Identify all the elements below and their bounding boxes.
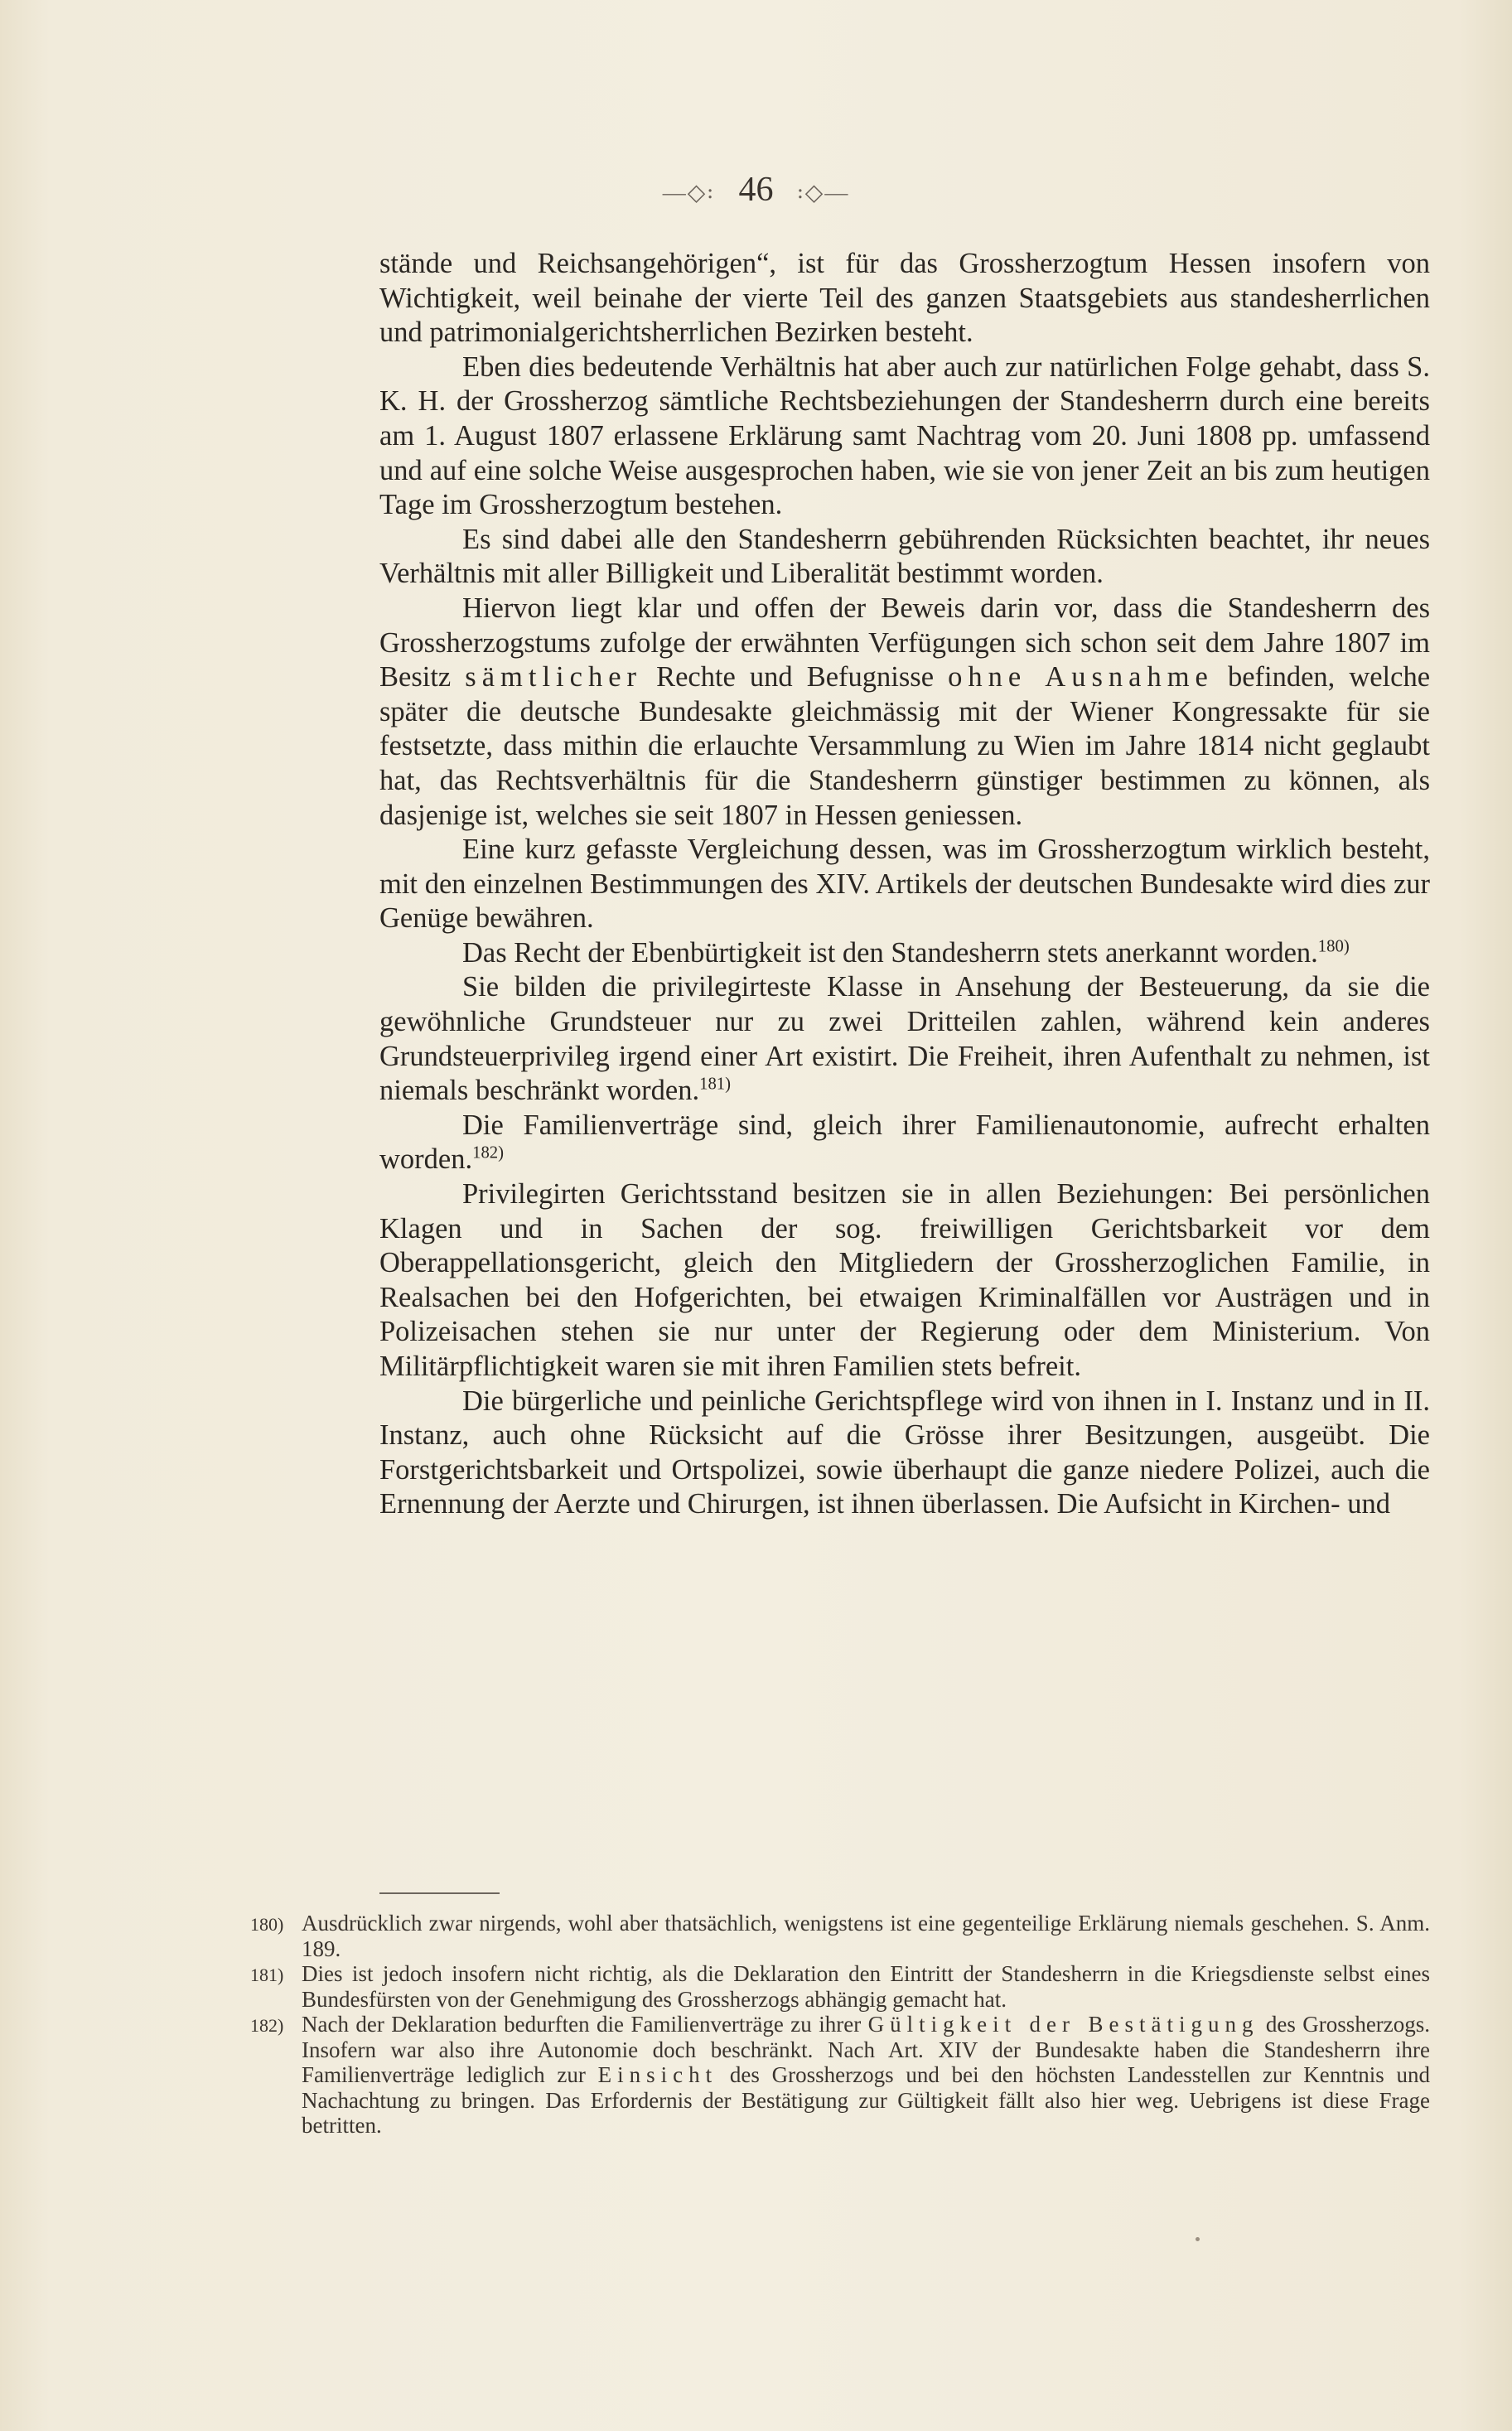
footnotes: [250, 1911, 1430, 2139]
footnote-182-text-b: des Grossherzogs. Insofern war also ihre Autonomie doch beschränkt. Nach Art. XIV der Bundesakte haben die Standesherrn ihre Familienverträge lediglich zur: [302, 2012, 1431, 2087]
footnote-mark: 180): [250, 1914, 284, 1935]
footnote-ref-180: 180): [1317, 937, 1350, 956]
footnote-text: Dies ist jedoch insofern nicht richtig, als die Deklaration den Eintritt der Standesherrn in die Kriegsdienste selbst eines Bundesfürsten von der Genehmigung des Grossherzogs abhängig gemacht hat.: [302, 1961, 1430, 2012]
paragraph-7: [379, 970, 1430, 1108]
paragraph-10: Die bürgerliche und peinliche Gerichtspflege wird von ihnen in I. Instanz und in II. Instanz, auch ohne Rücksicht auf die Grösse ihrer Besitzungen, ausgeübt. Die Forstgerichtsbarkeit und Ortspolizei, sowie überhaupt die ganze niedere Polizei, auch die Ernennung der Aerzte und Chirurgen, ist ihnen überlassen. Die Aufsicht in Kirchen- und: [379, 1385, 1430, 1520]
header-ornament-left: —◇꞉: [662, 180, 715, 206]
footnote-separator: [379, 1892, 500, 1894]
paragraph-7-text: Sie bilden die privilegirteste Klasse in Ansehung der Besteuerung, da sie die gewöhnliche Grundsteuer nur zu zwei Dritteilen zahlen, während kein anderes Grundsteuerprivileg irgend einer Art existirt. Die Freiheit, ihren Aufenthalt zu nehmen, ist niemals beschränkt worden.: [379, 971, 1430, 1107]
paragraph-4-text-b: Rechte und Befugnisse: [656, 661, 935, 694]
footnote-text: [302, 2012, 1430, 2139]
paragraph-5: Eine kurz gefasste Vergleichung dessen, was im Grossherzogtum wirklich besteht, mit den einzelnen Bestimmungen des XIV. Artikels der deutschen Bundesakte wird dies zur Genüge bewähren.: [379, 834, 1430, 935]
header-ornament-right: ꞉◇—: [797, 180, 850, 206]
emphasis-einsicht: Einsicht: [597, 2062, 718, 2087]
paragraph-6: [379, 936, 1430, 971]
paragraph-4-text-a: Hiervon liegt klar und offen der Beweis darin vor, dass die Standesherrn des Grossherzogstums zufolge der erwähnten Verfügungen sich schon seit dem Jahre 1807 im Besitz: [379, 592, 1430, 694]
paragraph-1: stände und Reichsangehörigen“, ist für das Grossherzogtum Hessen insofern von Wichtigkeit, weil beinahe der vierte Teil des ganzen Staatsgebiets aus standesherrlichen und patrimonialgerichtsherrlichen Bezirken besteht.: [379, 248, 1430, 349]
emphasis-gueltigkeit: Gültigkeit der Bestätigung: [867, 2012, 1259, 2037]
footnote-182-text-a: Nach der Deklaration bedurften die Familienverträge zu ihrer: [302, 2012, 862, 2037]
footnote-mark: 181): [250, 1965, 284, 1985]
page-header: [0, 170, 1512, 210]
emphasis-ohne-ausnahme: ohne Ausnahme: [948, 661, 1214, 694]
emphasis-saemtlicher: sämtlicher: [465, 661, 642, 694]
paragraph-2: Eben dies bedeutende Verhältnis hat aber auch zur natürlichen Folge gehabt, dass S. K. H. der Grossherzog sämtliche Rechtsbeziehungen der Standesherrn durch eine bereits am 1. August 1807 erlassene Erklärung samt Nachtrag vom 20. Juni 1808 pp. umfassend und auf eine solche Weise ausgesprochen haben, wie sie von jener Zeit an bis zum heutigen Tage im Grossherzogtum bestehen.: [379, 350, 1430, 521]
footnote-text: Ausdrücklich zwar nirgends, wohl aber thatsächlich, wenigstens ist eine gegenteilige Erklärung niemals geschehen. S. Anm. 189.: [302, 1911, 1430, 1961]
footnote-180: [250, 1911, 1430, 1961]
footnote-181: [250, 1961, 1430, 2012]
footnote-182-text-c: des Grossherzogs und bei den höchsten Landesstellen zur Kenntnis und Nachachtung zu bringen. Das Erfordernis der Bestätigung zur Gültigkeit fällt also hier weg. Uebrigens ist diese Frage betritten.: [302, 2062, 1431, 2138]
paragraph-8: [379, 1109, 1430, 1177]
paragraph-9: Privilegirten Gerichtsstand besitzen sie in allen Beziehungen: Bei persönlichen Klagen und in Sachen der sog. freiwilligen Gerichtsbarkeit vor dem Oberappellationsgericht, gleich den Mitgliedern der Grossherzoglichen Familie, in Realsachen bei den Hofgerichten, bei etwaigen Kriminalfällen vor Austrägen und in Polizeisachen stehen sie nur unter der Regierung oder dem Ministerium. Von Militärpflichtigkeit waren sie mit ihren Familien stets befreit.: [379, 1178, 1430, 1382]
paper-speck: [1196, 2237, 1200, 2241]
footnote-182: [250, 2012, 1430, 2139]
paragraph-3: Es sind dabei alle den Standesherrn gebührenden Rücksichten beachtet, ihr neues Verhältnis mit aller Billigkeit und Liberalität bestimmt worden.: [379, 523, 1430, 590]
main-text: [379, 247, 1430, 1522]
paragraph-6-text: Das Recht der Ebenbürtigkeit ist den Standesherrn stets anerkannt worden.: [462, 936, 1318, 969]
page-number: 46: [738, 171, 774, 209]
paragraph-4-text-c: befinden, welche später die deutsche Bundesakte gleichmässig mit der Wiener Kongressakte für sie festsetzte, dass mithin die erlauchte Versammlung zu Wien im Jahre 1814 nicht geglaubt hat, das Rechtsverhältnis für die Standesherrn günstiger bestimmen zu können, als dasjenige ist, welches sie seit 1807 in Hessen geniessen.: [379, 661, 1431, 831]
footnote-ref-181: 181): [699, 1075, 732, 1094]
paragraph-8-text: Die Familienverträge sind, gleich ihrer Familienautonomie, aufrecht erhalten worden.: [379, 1109, 1430, 1176]
footnote-mark: 182): [250, 2015, 284, 2036]
paragraph-4: [379, 592, 1430, 833]
footnote-ref-182: 182): [472, 1143, 505, 1162]
